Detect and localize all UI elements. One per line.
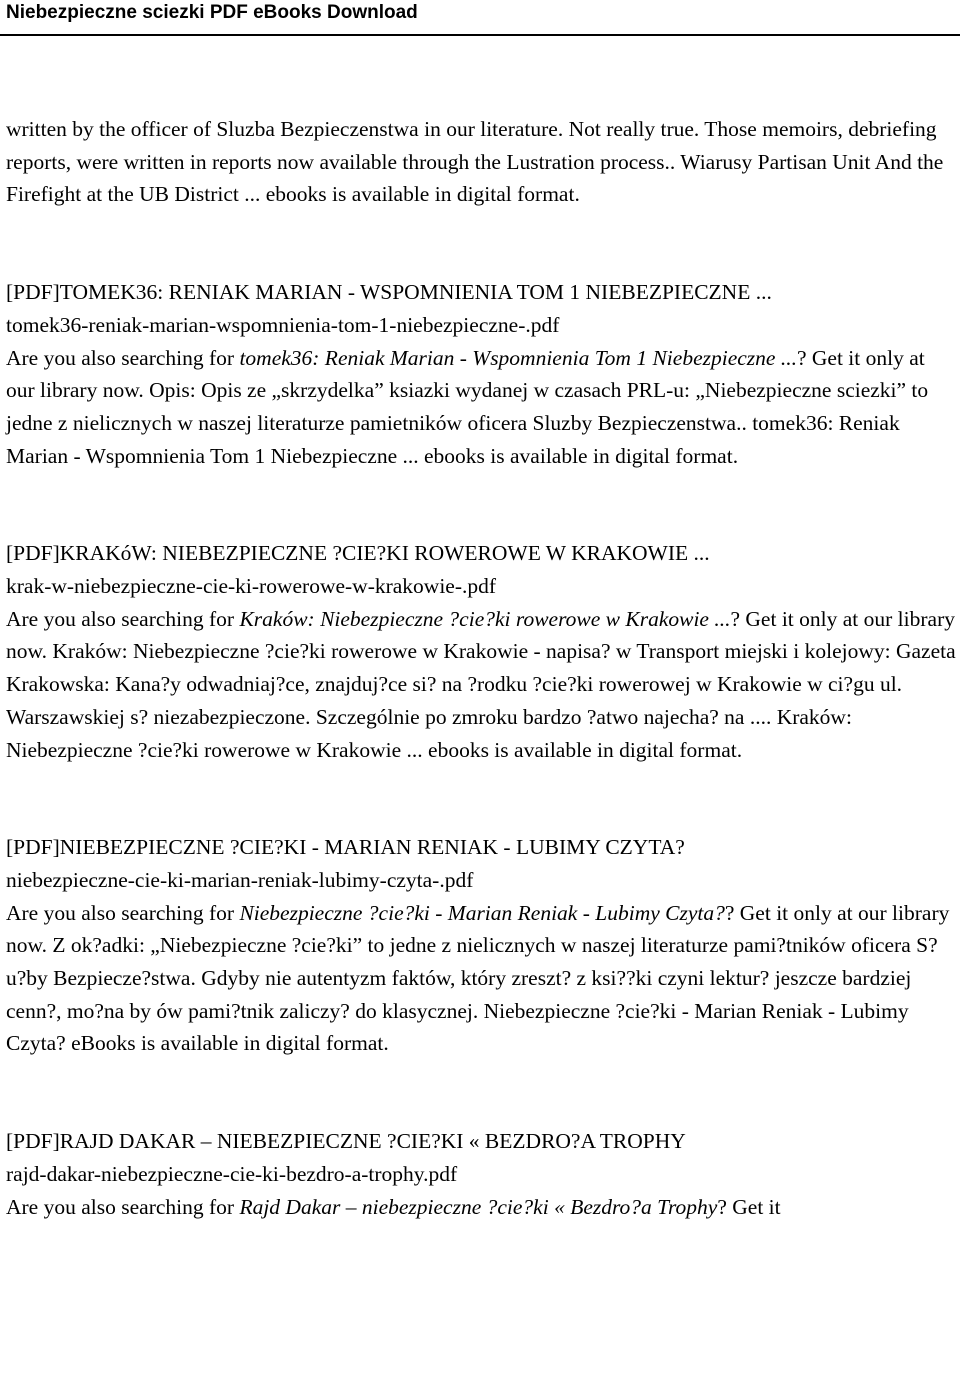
intro-paragraph: written by the officer of Sluzba Bezpieczenstwa in our literature. Not really true. Those memoirs, debriefing reports, were written in reports now available through the Lustration process.. Wiarusy Partisan Unit And the Firefight at the UB District ... ebooks is available in digital format. bbox=[6, 117, 944, 207]
page-title: Niebezpieczne sciezki PDF eBooks Download bbox=[6, 2, 418, 23]
search-suffix: ? Get it only at our library now. Z ok?adki: „Niebezpieczne ?cie?ki” to jedne z nielicznych w naszej literaturze pami?tników oficera S?u?by Bezpiecze?stwa. Gdyby nie autentyzm faktów, który zreszt? z ksi??ki czyni lektur? jeszcze bardziej cenn?, mo?na by ów pami?tnik zaliczy? do klasycznej. Niebezpieczne ?cie?ki - Marian Reniak - Lubimy Czyta? eBooks is available in digital format. bbox=[6, 900, 950, 1056]
search-title: tomek36: Reniak Marian - Wspomnienia Tom 1 Niebezpieczne ... bbox=[239, 345, 797, 370]
search-prefix: Are you also searching for bbox=[6, 606, 240, 631]
result-section bbox=[6, 276, 956, 472]
section-filename: niebezpieczne-cie-ki-marian-reniak-lubimy-czyta-.pdf bbox=[6, 867, 474, 892]
search-prefix: Are you also searching for bbox=[6, 1194, 240, 1219]
document-body bbox=[6, 113, 956, 1223]
search-title: Kraków: Niebezpieczne ?cie?ki rowerowe w Krakowie ... bbox=[239, 606, 731, 631]
section-filename: tomek36-reniak-marian-wspomnienia-tom-1-niebezpieczne-.pdf bbox=[6, 312, 560, 337]
search-suffix: ? Get it only at our library now. Opis: Opis ze „skrzydelka” ksiazki wydanej w czasach PRL-u: „Niebezpieczne sciezki” to jedne z nielicznych w naszej literaturze pamietników oficera Sluzby Bezpieczenstwa.. tomek36: Reniak Marian - Wspomnienia Tom 1 Niebezpieczne ... ebooks is available in digital format. bbox=[6, 345, 929, 468]
page-header bbox=[0, 0, 960, 46]
search-suffix: ? Get it only at our library now. Kraków: Niebezpieczne ?cie?ki rowerowe w Krakowie - napisa? w Transport miejski i kolejowy: Gazeta Krakowska: Kana?y odwadniaj?ce, znajduj?ce si? na ?rodku ?cie?ki rowerowej w Krakowie w ci?gu ul. Warszawskiej s? niezabezpieczone. Szczególnie po zmroku bardzo ?atwo najecha? na .... Kraków: Niebezpieczne ?cie?ki rowerowe w Krakowie ... ebooks is available in digital format. bbox=[6, 606, 956, 762]
search-title: Rajd Dakar – niebezpieczne ?cie?ki « Bezdro?a Trophy bbox=[239, 1194, 718, 1219]
search-title: Niebezpieczne ?cie?ki - Marian Reniak - Lubimy Czyta? bbox=[239, 900, 725, 925]
section-title: [PDF]KRAKóW: NIEBEZPIECZNE ?CIE?KI ROWEROWE W KRAKOWIE ... bbox=[6, 541, 710, 566]
section-filename: krak-w-niebezpieczne-cie-ki-rowerowe-w-krakowie-.pdf bbox=[6, 574, 497, 599]
section-filename: rajd-dakar-niebezpieczne-cie-ki-bezdro-a-trophy.pdf bbox=[6, 1161, 458, 1186]
search-suffix: ? Get it bbox=[717, 1194, 781, 1219]
result-section bbox=[6, 831, 956, 1060]
section-description bbox=[6, 603, 956, 767]
section-description bbox=[6, 1191, 956, 1224]
result-section bbox=[6, 1125, 956, 1223]
section-title: [PDF]RAJD DAKAR – NIEBEZPIECZNE ?CIE?KI « BEZDRO?A TROPHY bbox=[6, 1129, 686, 1154]
section-title: [PDF]NIEBEZPIECZNE ?CIE?KI - MARIAN RENIAK - LUBIMY CZYTA? bbox=[6, 835, 685, 860]
search-prefix: Are you also searching for bbox=[6, 345, 240, 370]
section-description bbox=[6, 342, 956, 473]
section-description bbox=[6, 897, 956, 1061]
header-divider bbox=[0, 34, 960, 36]
section-title: [PDF]TOMEK36: RENIAK MARIAN - WSPOMNIENIA TOM 1 NIEBEZPIECZNE ... bbox=[6, 280, 772, 305]
search-prefix: Are you also searching for bbox=[6, 900, 240, 925]
result-section bbox=[6, 537, 956, 766]
